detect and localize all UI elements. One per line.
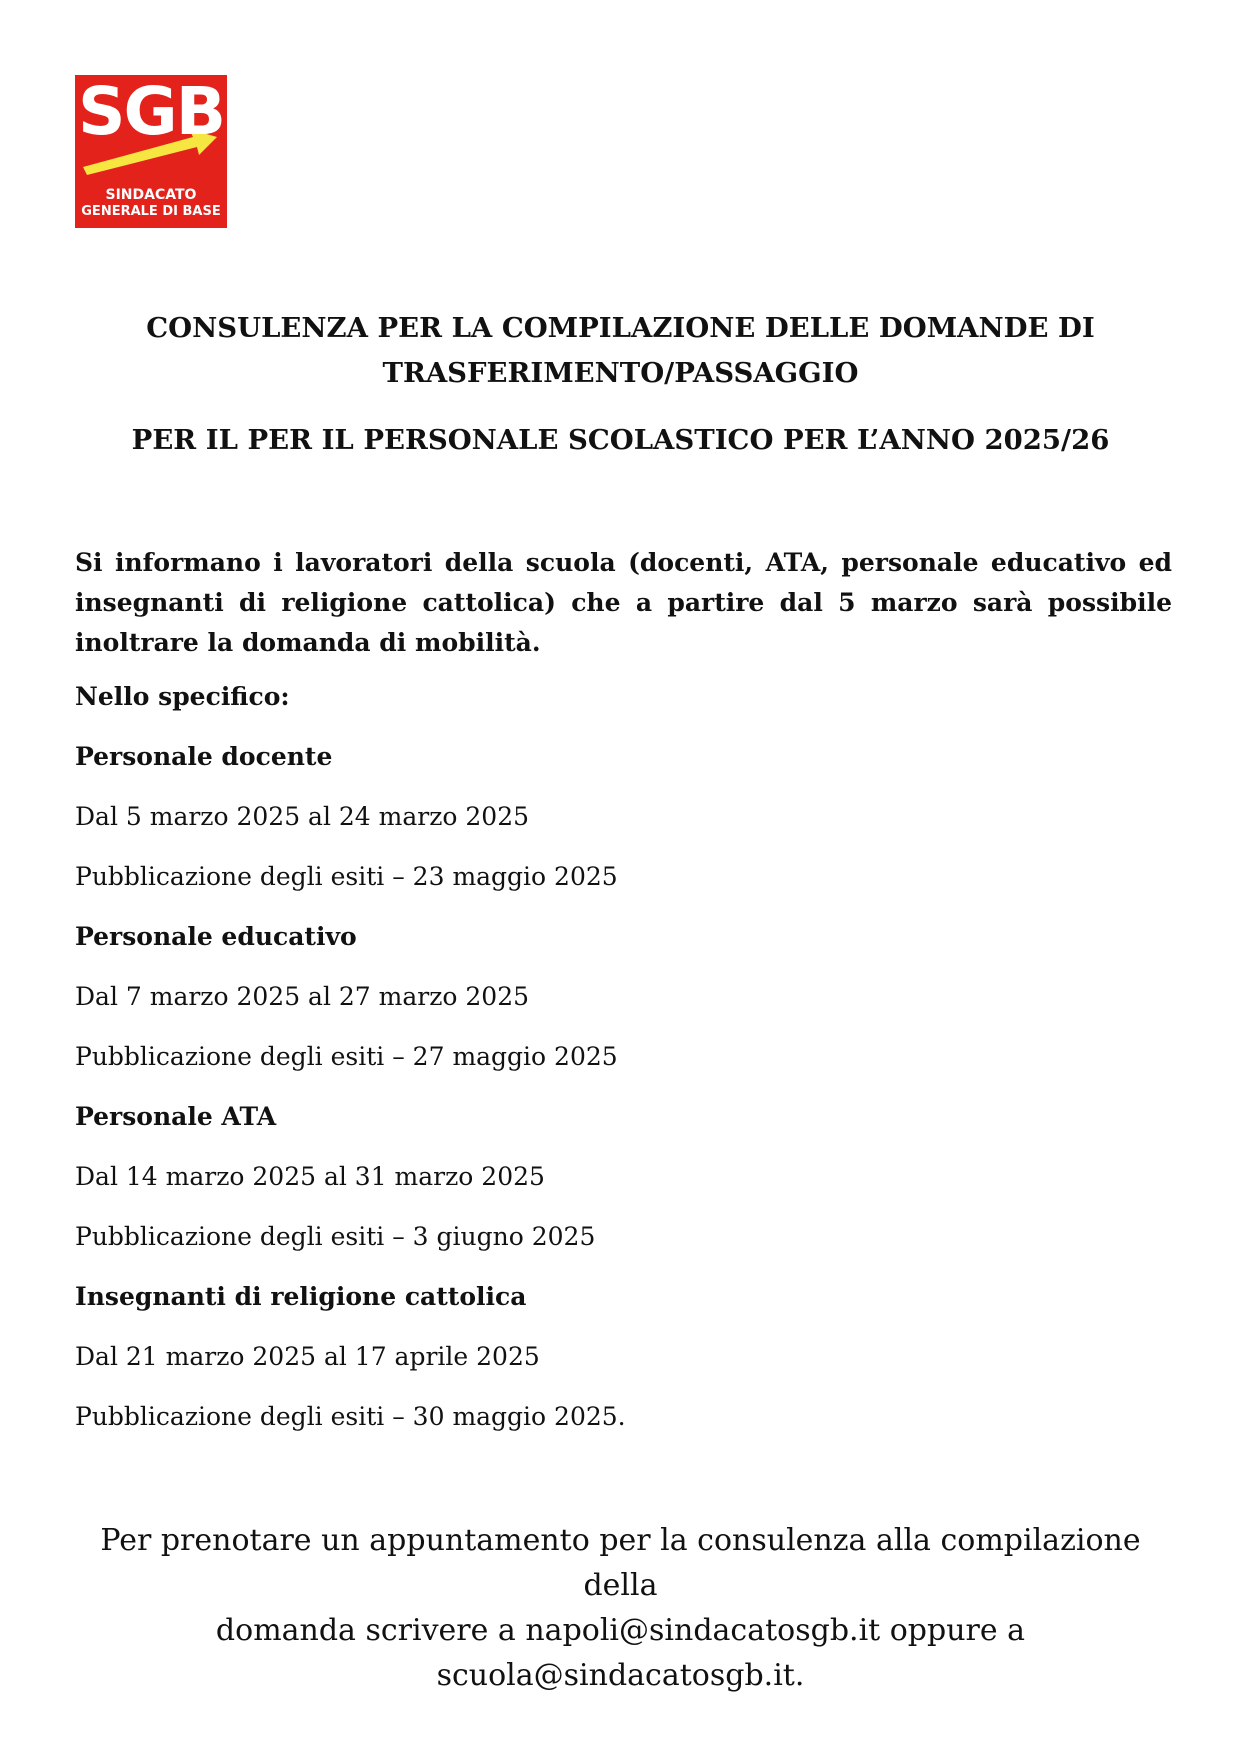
logo-line-1: SINDACATO bbox=[105, 187, 197, 203]
section-esiti: Pubblicazione degli esiti – 23 maggio 2025 bbox=[75, 862, 618, 891]
section-esiti: Pubblicazione degli esiti – 3 giugno 2025 bbox=[75, 1222, 596, 1251]
footer-line-2: domanda scrivere a napoli@sindacatosgb.it oppure a bbox=[215, 1613, 1026, 1648]
title-line-3: PER IL PER IL PERSONALE SCOLASTICO PER L’ANNO 2025/26 bbox=[131, 424, 1110, 456]
title-line-1: CONSULENZA PER LA COMPILAZIONE DELLE DOMANDE DI bbox=[146, 312, 1095, 344]
footer-line-1: Per prenotare un appuntamento per la consulenza alla compilazione della bbox=[100, 1523, 1141, 1603]
section-dates: Dal 5 marzo 2025 al 24 marzo 2025 bbox=[75, 802, 530, 831]
section-dates: Dal 21 marzo 2025 al 17 aprile 2025 bbox=[75, 1342, 540, 1371]
section-esiti: Pubblicazione degli esiti – 30 maggio 2025. bbox=[75, 1402, 626, 1431]
title-line-2: TRASFERIMENTO/PASSAGGIO bbox=[382, 357, 859, 389]
section-esiti: Pubblicazione degli esiti – 27 maggio 2025 bbox=[75, 1042, 618, 1071]
logo-line-2: GENERALE DI BASE bbox=[81, 204, 221, 219]
section-dates: Dal 14 marzo 2025 al 31 marzo 2025 bbox=[75, 1162, 545, 1191]
section-heading: Personale ATA bbox=[75, 1102, 277, 1131]
footer-contact bbox=[75, 1518, 1166, 1698]
document-title bbox=[75, 306, 1166, 396]
logo-letters: SGB bbox=[77, 75, 224, 150]
sgb-logo bbox=[75, 75, 227, 228]
footer-line-3: scuola@sindacatosgb.it. bbox=[436, 1658, 805, 1693]
section-heading: Personale docente bbox=[75, 742, 333, 771]
section-heading: Personale educativo bbox=[75, 922, 357, 951]
section-dates: Dal 7 marzo 2025 al 27 marzo 2025 bbox=[75, 982, 530, 1011]
intro-paragraph: Si informano i lavoratori della scuola (docenti, ATA, personale educativo ed insegnanti di religione cattolica) che a partire dal 5 marzo sarà possibile inoltrare la domanda di mobilità. bbox=[75, 548, 1172, 657]
section-heading: Insegnanti di religione cattolica bbox=[75, 1282, 527, 1311]
specifico-label: Nello specifico: bbox=[75, 682, 290, 711]
